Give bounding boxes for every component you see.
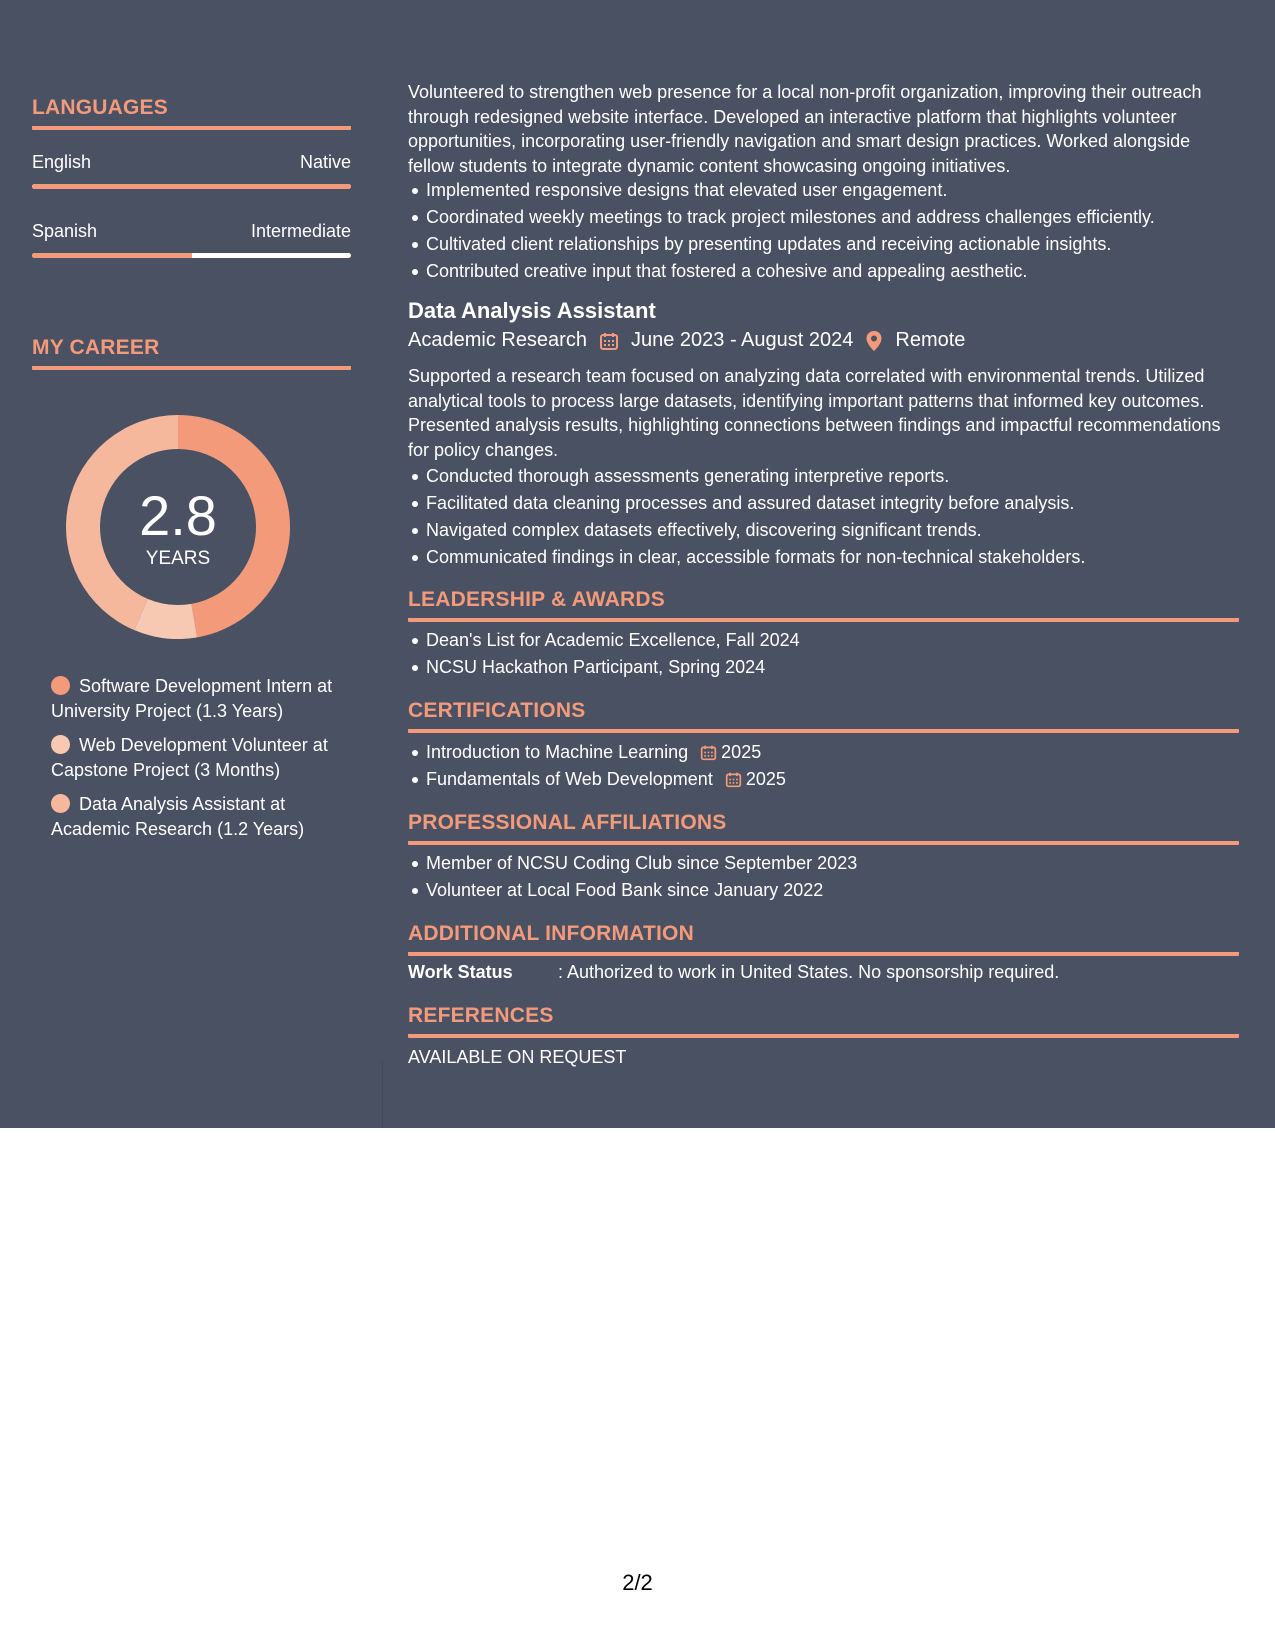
- career-legend: [51, 674, 341, 851]
- certification-year: 2025: [745, 769, 786, 789]
- bullet-item: Implemented responsive designs that elevated user engagement.: [426, 177, 1257, 204]
- bullet-item: Contributed creative input that fostered a cohesive and appealing aesthetic.: [426, 258, 1257, 285]
- bullet-item: Conducted thorough assessments generating interpretive reports.: [426, 463, 1257, 490]
- bullet-item: Facilitated data cleaning processes and assured dataset integrity before analysis.: [426, 490, 1257, 517]
- language-bar-spanish: [32, 253, 351, 258]
- certification-year: 2025: [721, 742, 762, 762]
- job-bullets: [408, 463, 1257, 571]
- references-title: REFERENCES: [408, 1004, 1239, 1038]
- language-name: Spanish: [32, 221, 98, 241]
- certifications-section: [408, 699, 1239, 733]
- legend-label: Data Analysis Assistant at Academic Research (1.2 Years): [51, 794, 305, 839]
- career-donut-chart: [66, 415, 290, 639]
- references-section: [408, 1004, 1239, 1038]
- bullet-item: Cultivated client relationships by presenting updates and receiving actionable insights.: [426, 231, 1257, 258]
- legend-dot-icon: [51, 676, 70, 695]
- languages-section: [32, 96, 351, 130]
- bullet-item: Communicated findings in clear, accessible formats for non-technical stakeholders.: [426, 544, 1257, 571]
- leadership-list: [408, 627, 1257, 681]
- leadership-title: LEADERSHIP & AWARDS: [408, 588, 1239, 622]
- legend-label: Web Development Volunteer at Capstone Project (3 Months): [51, 735, 328, 780]
- career-section: [32, 336, 351, 370]
- language-level: Intermediate: [250, 221, 351, 241]
- job-meta: [408, 329, 965, 352]
- language-bar-english: [32, 184, 351, 189]
- legend-item: [51, 792, 341, 841]
- job-title: Data Analysis Assistant: [408, 298, 656, 323]
- volunteer-description: Volunteered to strengthen web presence for a local non-profit organization, improving their outreach through redesigned website interface. Developed an interactive platform that highlights volunteer opportunities, incorporating user-friendly navigation and smart design practices. Worked alongside fellow students to integrate dynamic content showcasing ongoing initiatives.: [408, 82, 1202, 176]
- page-number: 2/2: [622, 1570, 653, 1595]
- certification-item: [426, 739, 1257, 766]
- legend-item: [51, 674, 341, 723]
- language-level: Native: [299, 152, 351, 172]
- languages-title: LANGUAGES: [32, 96, 351, 130]
- volunteer-bullets: [408, 177, 1257, 285]
- language-name: English: [32, 152, 92, 172]
- job-dates: June 2023 - August 2024: [630, 329, 854, 351]
- additional-info-section: [408, 922, 1239, 956]
- bullet-item: NCSU Hackathon Participant, Spring 2024: [426, 654, 1257, 681]
- donut-center: [66, 415, 290, 639]
- additional-info-title: ADDITIONAL INFORMATION: [408, 922, 1239, 956]
- language-bar-fill: [32, 184, 351, 189]
- language-bar-fill: [32, 253, 192, 258]
- affiliations-section: [408, 811, 1239, 845]
- work-status-value: : Authorized to work in United States. No sponsorship required.: [558, 962, 1060, 982]
- certifications-list: [408, 739, 1257, 793]
- location-pin-icon: [865, 330, 883, 352]
- work-status-label: Work Status: [408, 962, 513, 982]
- legend-label: Software Development Intern at University Project (1.3 Years): [51, 676, 333, 721]
- calendar-icon: [700, 744, 717, 761]
- affiliations-list: [408, 850, 1257, 904]
- legend-dot-icon: [51, 794, 70, 813]
- affiliations-title: PROFESSIONAL AFFILIATIONS: [408, 811, 1239, 845]
- leadership-section: [408, 588, 1239, 622]
- work-status-row: [408, 962, 1059, 983]
- calendar-icon: [725, 771, 742, 788]
- bullet-item: Member of NCSU Coding Club since September 2023: [426, 850, 1257, 877]
- certification-name: Introduction to Machine Learning: [426, 742, 689, 762]
- certification-name: Fundamentals of Web Development: [426, 769, 713, 789]
- certification-item: [426, 766, 1257, 793]
- column-divider: [382, 1060, 383, 1128]
- bullet-item: Volunteer at Local Food Bank since January 2022: [426, 877, 1257, 904]
- calendar-icon: [599, 331, 619, 351]
- career-title: MY CAREER: [32, 336, 351, 370]
- career-total-unit: YEARS: [145, 548, 211, 569]
- job-company: Academic Research: [408, 329, 587, 351]
- career-total-value: 2.8: [139, 484, 217, 547]
- job-location: Remote: [895, 329, 966, 351]
- bullet-item: Navigated complex datasets effectively, discovering significant trends.: [426, 517, 1257, 544]
- job-description: Supported a research team focused on analyzing data correlated with environmental trends. Utilized analytical tools to process large datasets, identifying important patterns that informed key outcomes. Presented analysis results, highlighting connections between findings and impactful recommendations for policy changes.: [408, 366, 1221, 460]
- bullet-item: Coordinated weekly meetings to track project milestones and address challenges efficiently.: [426, 204, 1257, 231]
- legend-item: [51, 733, 341, 782]
- certifications-title: CERTIFICATIONS: [408, 699, 1239, 733]
- legend-dot-icon: [51, 735, 70, 754]
- references-text: AVAILABLE ON REQUEST: [408, 1047, 627, 1067]
- bullet-item: Dean's List for Academic Excellence, Fall 2024: [426, 627, 1257, 654]
